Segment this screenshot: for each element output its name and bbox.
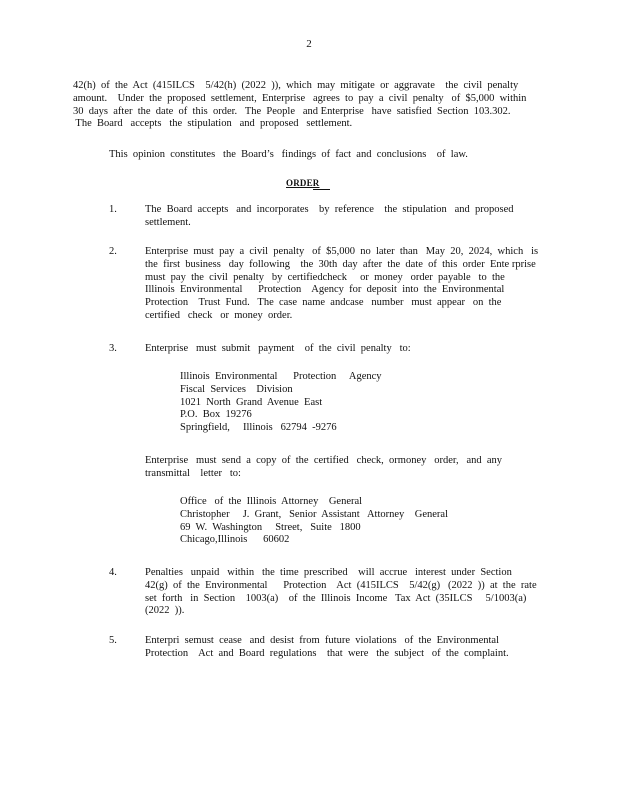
intro-paragraph xyxy=(73,80,543,131)
intro-line: The Board accepts the stipulation and proposed settlement. xyxy=(73,118,353,130)
item-line: Enterprise must pay a civil penalty of $5,000 no later than May 20, 2024, which is xyxy=(145,246,539,257)
address-line: Springfield, Illinois 62794 -9276 xyxy=(180,422,337,434)
item-line: Penalties unpaid within the time prescribed will accrue interest under Section xyxy=(145,567,512,578)
transmittal-line: transmittal letter to: xyxy=(145,467,241,479)
item-line: Enterpri semust cease and desist from future violations of the Environmental xyxy=(145,635,499,646)
attorney-general-address-block xyxy=(180,496,480,547)
item-body xyxy=(145,246,545,323)
address-line: P.O. Box 19276 xyxy=(180,409,252,421)
item-number: 1. xyxy=(109,204,117,215)
intro-line: 42(h) of the Act (415ILCS 5/42(h) (2022 )), which may mitigate or aggravate the civil penalty xyxy=(73,80,519,91)
item-line: The Board accepts and incorporates by reference the stipulation and proposed xyxy=(145,204,514,215)
page-number: 2 xyxy=(306,38,312,50)
address-line: 1021 North Grand Avenue East xyxy=(180,396,323,408)
item-line: (2022 )). xyxy=(145,605,185,617)
item-line: the first business day following the 30th day after the date of this order Ente rprise xyxy=(145,258,536,270)
item-number: 3. xyxy=(109,343,117,354)
conclusion-paragraph xyxy=(109,149,529,162)
item-line: Protection Act and Board regulations that were the subject of the complaint. xyxy=(145,647,509,659)
item-line: Protection Trust Fund. The case name andcase number must appear on the xyxy=(145,297,502,309)
address-line: Fiscal Services Division xyxy=(180,383,293,395)
item-line: Illinois Environmental Protection Agency for deposit into the Environmental xyxy=(145,284,505,296)
item-line: set forth in Section 1003(a) of the Illinois Income Tax Act (35ILCS 5/1003(a) xyxy=(145,592,527,604)
order-heading: ORDER xyxy=(286,178,320,188)
intro-line: 30 days after the date of this order. The People and Enterprise have satisfied Section 103.302. xyxy=(73,105,511,117)
item-body xyxy=(145,635,545,661)
intro-line: amount. Under the proposed settlement, Enterprise agrees to pay a civil penalty of $5,000 within xyxy=(73,92,527,104)
address-line: Illinois Environmental Protection Agency xyxy=(180,371,382,382)
item-number: 5. xyxy=(109,635,117,646)
conclusion-line: This opinion constitutes the Board’s findings of fact and conclusions of law. xyxy=(109,149,468,160)
transmittal-line: Enterprise must send a copy of the certified check, ormoney order, and any xyxy=(145,455,503,466)
item-number: 4. xyxy=(109,567,117,578)
order-heading-rule xyxy=(313,189,330,190)
address-line: Office of the Illinois Attorney General xyxy=(180,496,363,507)
item-line: settlement. xyxy=(145,216,191,228)
item-line: Enterprise must submit payment of the civil penalty to: xyxy=(145,343,411,354)
item-body xyxy=(145,343,545,356)
item-body xyxy=(145,204,545,230)
item-number: 2. xyxy=(109,246,117,257)
item-line: 42(g) of the Environmental Protection Act (415ILCS 5/42(g) (2022 )) at the rate xyxy=(145,579,537,591)
address-line: Chicago,Illinois 60602 xyxy=(180,534,290,546)
transmittal-paragraph xyxy=(145,455,545,481)
item-body xyxy=(145,567,545,618)
address-line: Christopher J. Grant, Senior Assistant Attorney General xyxy=(180,508,449,520)
epa-address-block xyxy=(180,371,480,435)
item-line: must pay the civil penalty by certifiedcheck or money order payable to the xyxy=(145,271,505,283)
item-line: certified check or money order. xyxy=(145,309,293,321)
address-line: 69 W. Washington Street, Suite 1800 xyxy=(180,521,361,533)
